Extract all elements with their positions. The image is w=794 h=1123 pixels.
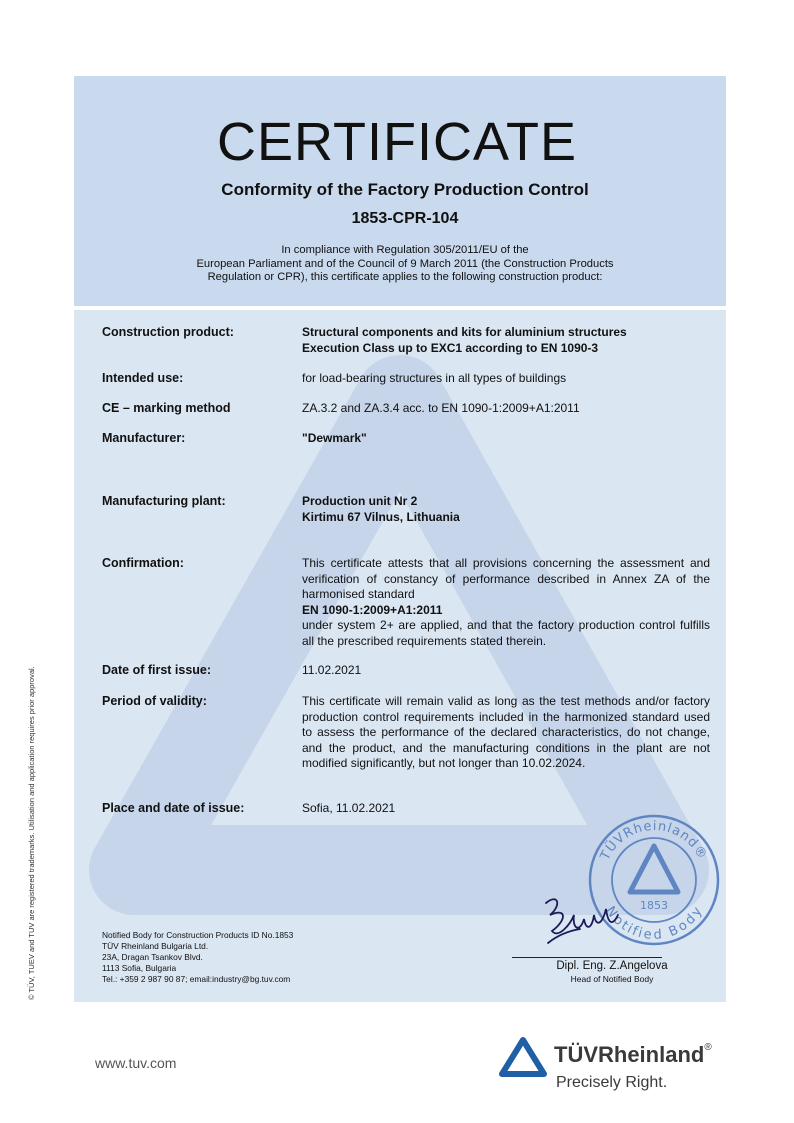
product-line: Execution Class up to EXC1 according to EN 1090-3 bbox=[302, 340, 599, 355]
intended-use-label: Intended use: bbox=[102, 371, 184, 385]
confirmation-value bbox=[302, 556, 710, 649]
compliance-line: European Parliament and of the Council of 9 March 2011 (the Construction Products bbox=[196, 257, 614, 270]
compliance-line: In compliance with Regulation 305/2011/EU of the bbox=[281, 244, 529, 256]
product-value bbox=[302, 325, 710, 356]
notified-body-line: 1113 Sofia, Bulgaria bbox=[102, 963, 177, 973]
svg-text:TÜVRheinland® bbox=[597, 819, 710, 864]
brand-registered-mark: ® bbox=[704, 1042, 712, 1053]
signature-line bbox=[512, 957, 662, 958]
first-issue-label: Date of first issue: bbox=[102, 663, 212, 677]
product-label: Construction product: bbox=[102, 325, 234, 339]
confirmation-standard: EN 1090-1:2009+A1:2011 bbox=[302, 602, 443, 617]
brand-slogan: Precisely Right. bbox=[556, 1074, 668, 1091]
plant-label: Manufacturing plant: bbox=[102, 494, 226, 508]
brand-text: TÜVRheinland bbox=[554, 1042, 705, 1067]
notified-body-line: TÜV Rheinland Bulgaria Ltd. bbox=[102, 941, 209, 951]
notified-body-line: Tel.: +359 2 987 90 87; email:industry@bg.tuv.com bbox=[102, 974, 291, 984]
ce-marking-value: ZA.3.2 and ZA.3.4 acc. to EN 1090-1:2009+A1:2011 bbox=[302, 401, 580, 415]
website-text: www.tuv.com bbox=[95, 1055, 177, 1071]
place-date-label: Place and date of issue: bbox=[102, 801, 245, 815]
confirmation-text: This certificate attests that all provisions concerning the assessment and verification of constancy of performance described in Annex ZA of the harmonised standard bbox=[302, 556, 710, 601]
handwritten-signature-icon bbox=[528, 885, 638, 955]
certificate-number: 1853-CPR-104 bbox=[351, 210, 459, 227]
certificate-title: CERTIFICATE bbox=[216, 112, 578, 172]
signer-role: Head of Notified Body bbox=[570, 974, 654, 984]
intended-use-value: for load-bearing structures in all types of buildings bbox=[302, 371, 567, 385]
place-date-value: Sofia, 11.02.2021 bbox=[302, 801, 396, 815]
notified-body-line: 23A, Dragan Tsankov Blvd. bbox=[102, 952, 203, 962]
compliance-line: Regulation or CPR), this certificate applies to the following construction product: bbox=[207, 271, 603, 283]
brand-name bbox=[554, 1042, 712, 1068]
manufacturer-label: Manufacturer: bbox=[102, 431, 186, 445]
confirmation-label: Confirmation: bbox=[102, 556, 184, 570]
plant-line: Production unit Nr 2 bbox=[302, 494, 418, 508]
validity-label: Period of validity: bbox=[102, 694, 207, 708]
notified-body-details bbox=[102, 930, 293, 985]
tuv-triangle-logo-icon bbox=[498, 1036, 548, 1078]
stamp-number: 1853 bbox=[640, 899, 668, 912]
first-issue-value: 11.02.2021 bbox=[302, 663, 362, 677]
compliance-statement bbox=[160, 244, 650, 285]
manufacturer-value: "Dewmark" bbox=[302, 431, 367, 445]
signer-name: Dipl. Eng. Z.Angelova bbox=[556, 960, 668, 972]
plant-value bbox=[302, 494, 710, 525]
ce-marking-label: CE – marking method bbox=[102, 401, 231, 415]
stamp-top-text: TÜVRheinland® bbox=[597, 818, 711, 863]
certificate-subtitle: Conformity of the Factory Production Control bbox=[221, 180, 589, 199]
trademark-note: © TÜV, TUEV and TUV are registered trademarks. Utilisation and application requires prior approval. bbox=[27, 666, 36, 1000]
stamp-bottom-text: Notified Body bbox=[602, 903, 706, 943]
validity-value: This certificate will remain valid as long as the test methods and/or factory production control requirements included in the harmonized standard used to assess the performance of the declared characteristics, do not change, and the product, and the manufacturing conditions in the plant are not modified significantly, but not longer than 10.02.2024. bbox=[302, 694, 710, 770]
product-line: Structural components and kits for aluminium structures bbox=[302, 325, 627, 339]
plant-line: Kirtimu 67 Vilnus, Lithuania bbox=[302, 509, 460, 524]
notified-body-line: Notified Body for Construction Products ID No.1853 bbox=[102, 930, 294, 940]
confirmation-text: under system 2+ are applied, and that the factory production control fulfills all the prescribed requirements stated therein. bbox=[302, 618, 710, 648]
